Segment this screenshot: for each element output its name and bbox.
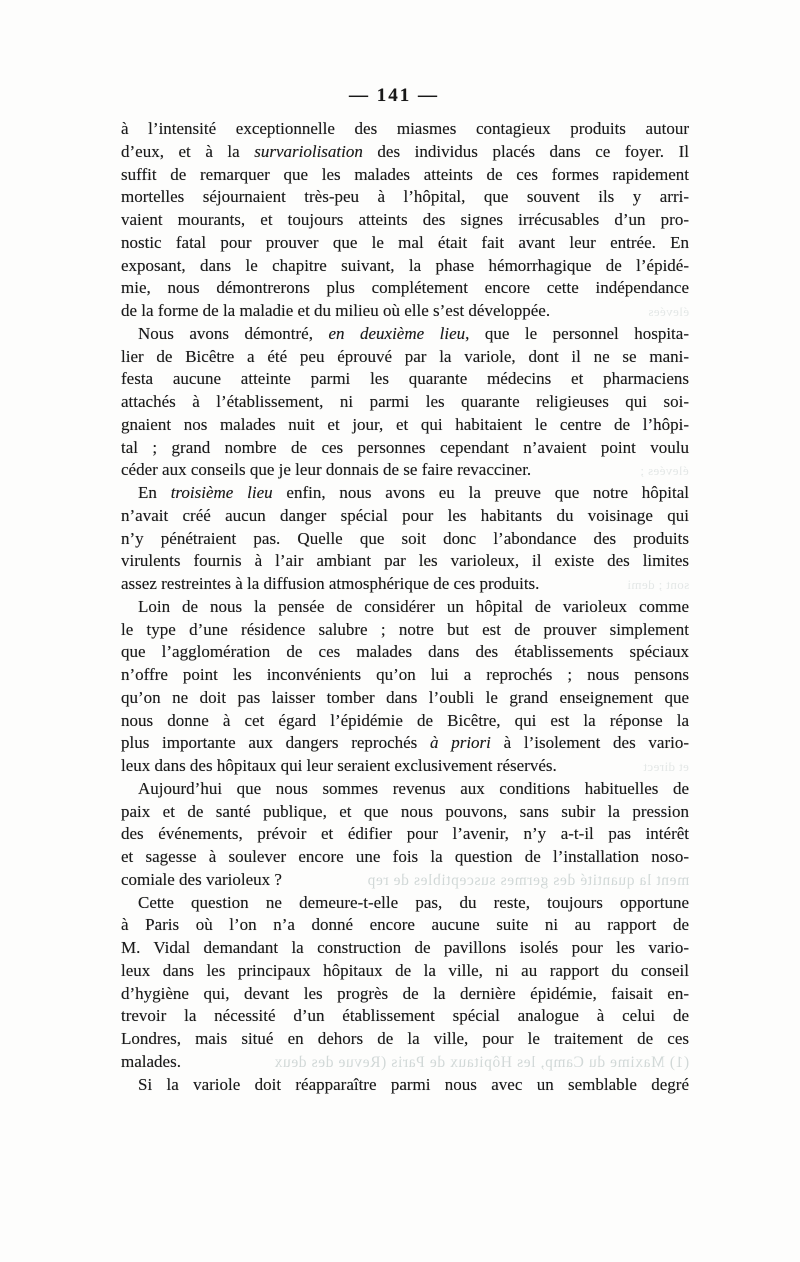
text-segment: M. Vidal demandant la construction de pavillons isolés pour les vario- (121, 938, 689, 957)
text-segment: assez restreintes à la diffusion atmosphérique de ces produits. (121, 574, 540, 593)
text-segment: à l’isolement des vario- (490, 733, 689, 753)
text-line (121, 505, 689, 528)
text-line (121, 573, 689, 596)
italic-text-segment: à priori (430, 733, 491, 753)
text-line (121, 186, 689, 209)
text-segment: attachés à l’établissement, ni parmi les quarante religieuses qui soi- (121, 392, 689, 411)
text-segment: paix et de santé publique, et que nous pouvons, sans subir la pression (121, 801, 689, 821)
text-segment: enfin, nous avons eu la preuve que notre hôpital (272, 483, 689, 502)
text-line (121, 232, 689, 255)
text-segment: comiale des varioleux ? (121, 869, 282, 889)
text-line (121, 118, 689, 141)
bleedthrough-fragment: élevées ; (640, 463, 689, 479)
text-line (121, 459, 689, 482)
text-line (121, 141, 689, 164)
bleedthrough-fragment: élevées (647, 304, 689, 319)
text-line (121, 937, 689, 960)
text-segment: mortelles séjournaient très-peu à l’hôpital, que souvent ils y arri- (121, 187, 689, 207)
text-segment: d’eux, et à la (121, 141, 255, 161)
text-segment: Cette question ne demeure-t-elle pas, du reste, toujours opportune (138, 892, 689, 912)
italic-text-segment: survariolisation (254, 141, 363, 161)
text-segment: des individus placés dans ce foyer. Il (362, 141, 689, 161)
text-segment: plus importante aux dangers reprochés (121, 733, 430, 753)
text-line (121, 414, 689, 437)
text-segment: Si la variole doit réapparaître parmi nous avec un semblable degré (138, 1074, 689, 1094)
text-line (121, 437, 689, 460)
text-line (121, 983, 689, 1006)
text-segment: tal ; grand nombre de ces personnes cependant n’avaient point voulu (121, 437, 689, 457)
text-segment: de la forme de la maladie et du milieu où elle s’est développée. (121, 301, 551, 320)
text-line (121, 1028, 689, 1051)
text-line (121, 277, 689, 300)
text-segment: leux dans des hôpitaux qui leur seraient exclusivement réservés. (121, 756, 557, 775)
text-line (121, 1005, 689, 1028)
text-segment: nous donne à cet égard l’épidémie de Bicêtre, qui est la réponse la (121, 710, 689, 730)
text-segment: malades. (121, 1051, 181, 1071)
text-line (121, 596, 689, 619)
text-segment: n’y pénétraient pas. Quelle que soit donc l’abondance des produits (121, 528, 689, 548)
text-segment: Nous avons démontré, (138, 323, 329, 343)
text-segment: à Paris où l’on n’a donné encore aucune suite ni au rapport de (121, 915, 689, 935)
text-line (121, 323, 689, 346)
text-line (121, 914, 689, 937)
text-line (121, 710, 689, 733)
text-line (121, 755, 689, 778)
text-line (121, 346, 689, 369)
text-segment: à l’intensité exceptionnelle des miasmes contagieux produits autour (121, 119, 689, 138)
text-segment: céder aux conseils que je leur donnais de se faire revacciner. (121, 460, 532, 480)
text-segment: lier de Bicêtre a été peu éprouvé par la variole, dont il ne se mani- (121, 346, 689, 366)
text-segment: Londres, mais situé en dehors de la ville, pour le traitement de ces (121, 1029, 689, 1048)
text-segment: d’hygiène qui, devant les progrès de la dernière épidémie, faisait en- (121, 983, 689, 1003)
text-line (121, 255, 689, 278)
text-line (121, 778, 689, 801)
text-line (121, 391, 689, 414)
text-line (121, 1051, 689, 1074)
text-segment: des événements, prévoir et édifier pour l’avenir, n’y a-t-il pas intérêt (121, 824, 689, 844)
text-line (121, 528, 689, 551)
text-line (121, 619, 689, 642)
text-line (121, 823, 689, 846)
text-line (121, 892, 689, 915)
text-segment: gnaient nos malades nuit et jour, et qui habitaient le centre de l’hôpi- (121, 414, 689, 434)
text-line (121, 846, 689, 869)
text-line (121, 209, 689, 232)
text-segment: nostic fatal pour prouver que le mal était fait avant leur entrée. En (121, 232, 689, 252)
text-line (121, 641, 689, 664)
text-line (121, 687, 689, 710)
text-segment: le type d’une résidence salubre ; notre but est de prouver simplement (121, 619, 689, 639)
text-line (121, 482, 689, 505)
text-segment: mie, nous démontrerons plus complétement encore cette indépendance (121, 278, 689, 298)
italic-text-segment: troisième lieu (170, 483, 273, 502)
bleedthrough-fragment: sont ; demi (626, 577, 689, 592)
text-segment: En (138, 483, 171, 502)
text-segment: et sagesse à soulever encore une fois la question de l’installation noso- (121, 847, 689, 866)
italic-text-segment: en deuxième lieu (328, 323, 466, 343)
text-line (121, 732, 689, 755)
text-segment: virulents fournis à l’air ambiant par les varioleux, il existe des limites (121, 551, 689, 571)
text-segment: n’offre point les inconvénients qu’on lui a reprochés ; nous pensons (121, 665, 689, 684)
bleedthrough-text: (1) Maxime du Camp, les Hôpitaux de Paris (Revue des deux (273, 1053, 689, 1071)
text-line (121, 869, 689, 892)
text-block (121, 118, 689, 1096)
text-line (121, 550, 689, 573)
page-number: — 141 — (349, 85, 439, 106)
text-segment: trevoir la nécessité d’un établissement spécial analogue à celui de (121, 1006, 689, 1026)
text-segment: suffit de remarquer que les malades atteints de ces formes rapidement (121, 164, 689, 184)
text-line (121, 960, 689, 983)
text-line (121, 368, 689, 391)
bleedthrough-text: ment la quantité des germes susceptibles de rep (366, 871, 689, 889)
text-line (121, 664, 689, 687)
text-segment: qu’on ne doit pas laisser tomber dans l’oubli le grand enseignement que (121, 687, 689, 707)
text-segment: n’avait créé aucun danger spécial pour les habitants du voisinage qui (121, 505, 689, 525)
text-segment: exposant, dans le chapitre suivant, la phase hémorrhagique de l’épidé- (121, 255, 689, 275)
text-segment: Aujourd’hui que nous sommes revenus aux conditions habituelles de (138, 778, 689, 798)
text-line (121, 300, 689, 323)
text-segment: que l’agglomération de ces malades dans des établissements spéciaux (121, 642, 689, 662)
text-line (121, 801, 689, 824)
text-segment: Loin de nous la pensée de considérer un hôpital de varioleux comme (138, 596, 689, 616)
text-line (121, 164, 689, 187)
text-segment: , que le personnel hospita- (465, 323, 689, 343)
text-line (121, 1074, 689, 1097)
text-segment: vaient mourants, et toujours atteints des signes irrécusables d’un pro- (121, 210, 689, 229)
text-segment: festa aucune atteinte parmi les quarante médecins et pharmaciens (121, 369, 689, 389)
bleedthrough-fragment: et direct (643, 759, 689, 774)
text-segment: leux dans les principaux hôpitaux de la ville, ni au rapport du conseil (121, 960, 689, 980)
